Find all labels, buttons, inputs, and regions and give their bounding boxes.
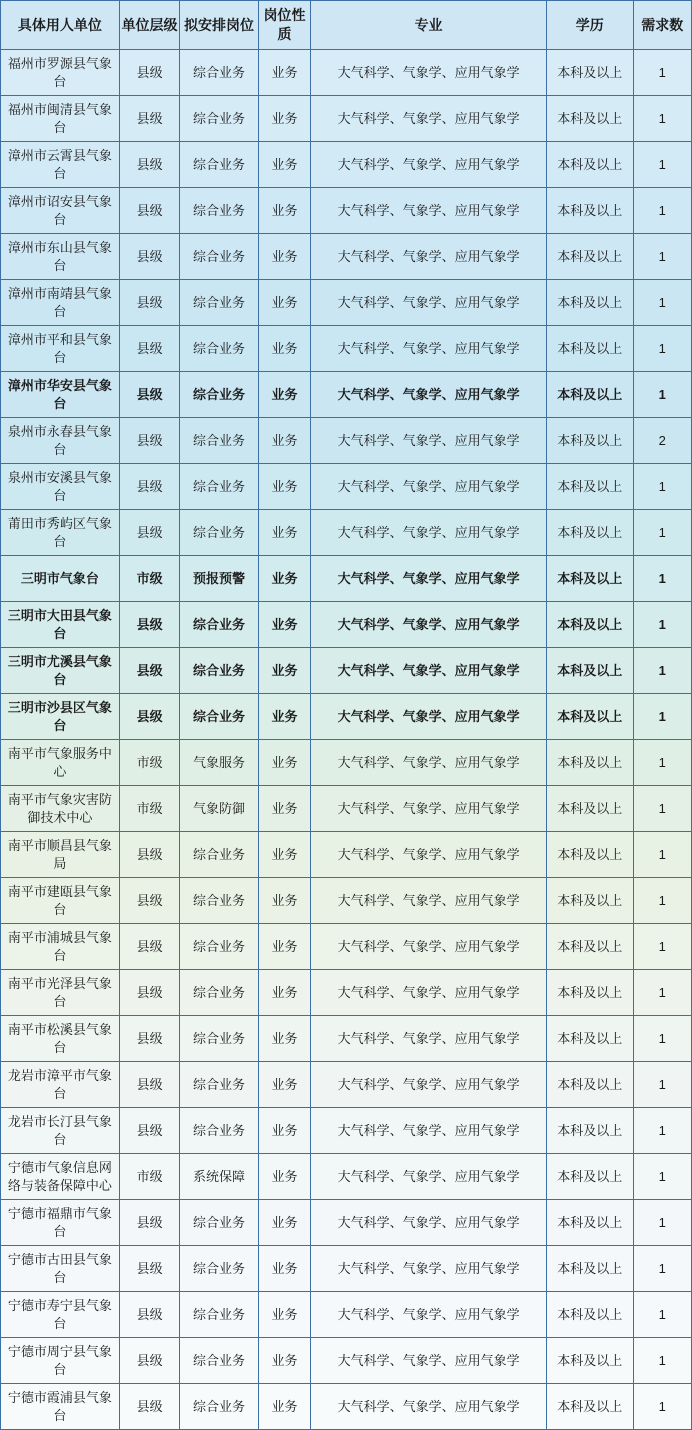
cell-level: 县级 xyxy=(119,510,179,556)
cell-demand: 1 xyxy=(633,372,691,418)
cell-nature: 业务 xyxy=(258,326,310,372)
cell-major: 大气科学、气象学、应用气象学 xyxy=(311,648,547,694)
cell-education: 本科及以上 xyxy=(546,970,633,1016)
cell-education: 本科及以上 xyxy=(546,924,633,970)
table-row xyxy=(1,740,692,786)
table-row xyxy=(1,326,692,372)
column-header-post: 拟安排岗位 xyxy=(180,1,259,50)
cell-major: 大气科学、气象学、应用气象学 xyxy=(311,1246,547,1292)
cell-unit: 龙岩市长汀县气象台 xyxy=(1,1108,120,1154)
cell-demand: 1 xyxy=(633,1200,691,1246)
cell-education: 本科及以上 xyxy=(546,50,633,96)
cell-education: 本科及以上 xyxy=(546,786,633,832)
cell-unit: 泉州市安溪县气象台 xyxy=(1,464,120,510)
cell-major: 大气科学、气象学、应用气象学 xyxy=(311,1292,547,1338)
table-row xyxy=(1,142,692,188)
table-row xyxy=(1,50,692,96)
cell-level: 县级 xyxy=(119,96,179,142)
cell-post: 预报预警 xyxy=(180,556,259,602)
table-row xyxy=(1,188,692,234)
column-header-education: 学历 xyxy=(546,1,633,50)
cell-nature: 业务 xyxy=(258,1292,310,1338)
cell-level: 县级 xyxy=(119,832,179,878)
cell-demand: 1 xyxy=(633,50,691,96)
cell-post: 综合业务 xyxy=(180,234,259,280)
cell-level: 县级 xyxy=(119,1200,179,1246)
cell-education: 本科及以上 xyxy=(546,280,633,326)
cell-post: 综合业务 xyxy=(180,1246,259,1292)
cell-major: 大气科学、气象学、应用气象学 xyxy=(311,372,547,418)
cell-major: 大气科学、气象学、应用气象学 xyxy=(311,832,547,878)
cell-education: 本科及以上 xyxy=(546,1384,633,1430)
cell-demand: 1 xyxy=(633,1292,691,1338)
cell-level: 县级 xyxy=(119,1108,179,1154)
cell-education: 本科及以上 xyxy=(546,96,633,142)
cell-level: 县级 xyxy=(119,1338,179,1384)
cell-education: 本科及以上 xyxy=(546,1292,633,1338)
cell-demand: 1 xyxy=(633,1062,691,1108)
cell-nature: 业务 xyxy=(258,1062,310,1108)
cell-post: 综合业务 xyxy=(180,326,259,372)
cell-major: 大气科学、气象学、应用气象学 xyxy=(311,234,547,280)
cell-unit: 三明市大田县气象台 xyxy=(1,602,120,648)
cell-education: 本科及以上 xyxy=(546,418,633,464)
cell-demand: 1 xyxy=(633,556,691,602)
cell-nature: 业务 xyxy=(258,1016,310,1062)
cell-level: 市级 xyxy=(119,740,179,786)
table-row xyxy=(1,1246,692,1292)
table-row xyxy=(1,1016,692,1062)
cell-demand: 1 xyxy=(633,786,691,832)
cell-nature: 业务 xyxy=(258,234,310,280)
cell-unit: 南平市浦城县气象台 xyxy=(1,924,120,970)
cell-nature: 业务 xyxy=(258,280,310,326)
cell-major: 大气科学、气象学、应用气象学 xyxy=(311,602,547,648)
cell-education: 本科及以上 xyxy=(546,1338,633,1384)
cell-demand: 1 xyxy=(633,924,691,970)
cell-nature: 业务 xyxy=(258,510,310,556)
cell-education: 本科及以上 xyxy=(546,832,633,878)
cell-unit: 南平市光泽县气象台 xyxy=(1,970,120,1016)
cell-demand: 1 xyxy=(633,602,691,648)
table-row xyxy=(1,1062,692,1108)
table-row xyxy=(1,234,692,280)
table-row xyxy=(1,648,692,694)
cell-unit: 漳州市华安县气象台 xyxy=(1,372,120,418)
cell-demand: 2 xyxy=(633,418,691,464)
table-row xyxy=(1,1108,692,1154)
cell-major: 大气科学、气象学、应用气象学 xyxy=(311,142,547,188)
cell-post: 综合业务 xyxy=(180,1016,259,1062)
cell-nature: 业务 xyxy=(258,50,310,96)
cell-nature: 业务 xyxy=(258,188,310,234)
cell-unit: 漳州市南靖县气象台 xyxy=(1,280,120,326)
cell-post: 综合业务 xyxy=(180,96,259,142)
cell-demand: 1 xyxy=(633,1338,691,1384)
cell-major: 大气科学、气象学、应用气象学 xyxy=(311,740,547,786)
table-row xyxy=(1,372,692,418)
table-row xyxy=(1,924,692,970)
cell-major: 大气科学、气象学、应用气象学 xyxy=(311,1108,547,1154)
cell-nature: 业务 xyxy=(258,832,310,878)
cell-post: 综合业务 xyxy=(180,1338,259,1384)
cell-post: 综合业务 xyxy=(180,1200,259,1246)
cell-post: 综合业务 xyxy=(180,648,259,694)
cell-unit: 宁德市寿宁县气象台 xyxy=(1,1292,120,1338)
cell-unit: 漳州市云霄县气象台 xyxy=(1,142,120,188)
cell-major: 大气科学、气象学、应用气象学 xyxy=(311,510,547,556)
cell-demand: 1 xyxy=(633,326,691,372)
cell-unit: 宁德市霞浦县气象台 xyxy=(1,1384,120,1430)
cell-level: 县级 xyxy=(119,280,179,326)
cell-level: 县级 xyxy=(119,188,179,234)
cell-level: 市级 xyxy=(119,786,179,832)
column-header-nature: 岗位性质 xyxy=(258,1,310,50)
cell-education: 本科及以上 xyxy=(546,1062,633,1108)
table-row xyxy=(1,418,692,464)
cell-education: 本科及以上 xyxy=(546,1200,633,1246)
cell-unit: 南平市气象灾害防御技术中心 xyxy=(1,786,120,832)
cell-demand: 1 xyxy=(633,740,691,786)
cell-demand: 1 xyxy=(633,1154,691,1200)
cell-nature: 业务 xyxy=(258,1338,310,1384)
cell-education: 本科及以上 xyxy=(546,694,633,740)
cell-unit: 三明市气象台 xyxy=(1,556,120,602)
cell-post: 综合业务 xyxy=(180,970,259,1016)
cell-post: 综合业务 xyxy=(180,1062,259,1108)
cell-nature: 业务 xyxy=(258,556,310,602)
table-row xyxy=(1,878,692,924)
cell-major: 大气科学、气象学、应用气象学 xyxy=(311,1016,547,1062)
cell-major: 大气科学、气象学、应用气象学 xyxy=(311,1384,547,1430)
cell-demand: 1 xyxy=(633,648,691,694)
cell-post: 系统保障 xyxy=(180,1154,259,1200)
cell-education: 本科及以上 xyxy=(546,510,633,556)
cell-post: 综合业务 xyxy=(180,418,259,464)
cell-demand: 1 xyxy=(633,188,691,234)
column-header-level: 单位层级 xyxy=(119,1,179,50)
cell-education: 本科及以上 xyxy=(546,648,633,694)
cell-demand: 1 xyxy=(633,1384,691,1430)
cell-post: 综合业务 xyxy=(180,50,259,96)
column-header-major: 专业 xyxy=(311,1,547,50)
cell-nature: 业务 xyxy=(258,740,310,786)
cell-level: 县级 xyxy=(119,418,179,464)
cell-level: 县级 xyxy=(119,878,179,924)
cell-education: 本科及以上 xyxy=(546,142,633,188)
cell-nature: 业务 xyxy=(258,602,310,648)
cell-education: 本科及以上 xyxy=(546,1016,633,1062)
cell-demand: 1 xyxy=(633,694,691,740)
cell-major: 大气科学、气象学、应用气象学 xyxy=(311,464,547,510)
table-row xyxy=(1,832,692,878)
cell-education: 本科及以上 xyxy=(546,556,633,602)
cell-demand: 1 xyxy=(633,96,691,142)
cell-major: 大气科学、气象学、应用气象学 xyxy=(311,694,547,740)
cell-nature: 业务 xyxy=(258,648,310,694)
cell-education: 本科及以上 xyxy=(546,1154,633,1200)
table-row xyxy=(1,510,692,556)
cell-nature: 业务 xyxy=(258,786,310,832)
cell-level: 市级 xyxy=(119,1154,179,1200)
cell-nature: 业务 xyxy=(258,1154,310,1200)
cell-level: 县级 xyxy=(119,1292,179,1338)
cell-nature: 业务 xyxy=(258,970,310,1016)
cell-major: 大气科学、气象学、应用气象学 xyxy=(311,188,547,234)
cell-major: 大气科学、气象学、应用气象学 xyxy=(311,970,547,1016)
table-row xyxy=(1,1292,692,1338)
cell-unit: 宁德市气象信息网络与装备保障中心 xyxy=(1,1154,120,1200)
cell-level: 县级 xyxy=(119,234,179,280)
table-row xyxy=(1,1384,692,1430)
table-row xyxy=(1,1154,692,1200)
cell-post: 综合业务 xyxy=(180,1108,259,1154)
cell-post: 综合业务 xyxy=(180,188,259,234)
cell-post: 综合业务 xyxy=(180,602,259,648)
cell-unit: 宁德市周宁县气象台 xyxy=(1,1338,120,1384)
cell-level: 县级 xyxy=(119,1384,179,1430)
cell-nature: 业务 xyxy=(258,372,310,418)
cell-unit: 福州市闽清县气象台 xyxy=(1,96,120,142)
cell-education: 本科及以上 xyxy=(546,234,633,280)
cell-level: 县级 xyxy=(119,326,179,372)
cell-level: 县级 xyxy=(119,602,179,648)
cell-demand: 1 xyxy=(633,1246,691,1292)
cell-education: 本科及以上 xyxy=(546,602,633,648)
cell-education: 本科及以上 xyxy=(546,372,633,418)
cell-post: 综合业务 xyxy=(180,924,259,970)
cell-unit: 莆田市秀屿区气象台 xyxy=(1,510,120,556)
table-row xyxy=(1,1200,692,1246)
cell-post: 综合业务 xyxy=(180,464,259,510)
cell-major: 大气科学、气象学、应用气象学 xyxy=(311,556,547,602)
cell-nature: 业务 xyxy=(258,464,310,510)
cell-unit: 泉州市永春县气象台 xyxy=(1,418,120,464)
table-row xyxy=(1,96,692,142)
cell-post: 综合业务 xyxy=(180,694,259,740)
table-row xyxy=(1,786,692,832)
cell-major: 大气科学、气象学、应用气象学 xyxy=(311,50,547,96)
table-header-row xyxy=(1,1,692,50)
cell-major: 大气科学、气象学、应用气象学 xyxy=(311,418,547,464)
cell-nature: 业务 xyxy=(258,1108,310,1154)
cell-post: 综合业务 xyxy=(180,1384,259,1430)
cell-nature: 业务 xyxy=(258,1246,310,1292)
cell-unit: 龙岩市漳平市气象台 xyxy=(1,1062,120,1108)
cell-unit: 宁德市古田县气象台 xyxy=(1,1246,120,1292)
cell-major: 大气科学、气象学、应用气象学 xyxy=(311,326,547,372)
cell-post: 综合业务 xyxy=(180,372,259,418)
cell-post: 综合业务 xyxy=(180,510,259,556)
table-header xyxy=(1,1,692,50)
table-row xyxy=(1,280,692,326)
cell-level: 县级 xyxy=(119,694,179,740)
cell-nature: 业务 xyxy=(258,142,310,188)
column-header-demand: 需求数 xyxy=(633,1,691,50)
table-row xyxy=(1,694,692,740)
cell-education: 本科及以上 xyxy=(546,1108,633,1154)
cell-unit: 漳州市平和县气象台 xyxy=(1,326,120,372)
cell-post: 综合业务 xyxy=(180,142,259,188)
cell-level: 县级 xyxy=(119,924,179,970)
cell-major: 大气科学、气象学、应用气象学 xyxy=(311,1200,547,1246)
cell-level: 县级 xyxy=(119,1062,179,1108)
cell-education: 本科及以上 xyxy=(546,878,633,924)
cell-level: 市级 xyxy=(119,556,179,602)
cell-unit: 三明市尤溪县气象台 xyxy=(1,648,120,694)
cell-demand: 1 xyxy=(633,878,691,924)
cell-major: 大气科学、气象学、应用气象学 xyxy=(311,96,547,142)
cell-level: 县级 xyxy=(119,648,179,694)
cell-education: 本科及以上 xyxy=(546,1246,633,1292)
cell-post: 综合业务 xyxy=(180,1292,259,1338)
cell-post: 综合业务 xyxy=(180,878,259,924)
cell-level: 县级 xyxy=(119,1016,179,1062)
cell-education: 本科及以上 xyxy=(546,326,633,372)
cell-nature: 业务 xyxy=(258,878,310,924)
cell-major: 大气科学、气象学、应用气象学 xyxy=(311,1154,547,1200)
cell-level: 县级 xyxy=(119,970,179,1016)
cell-demand: 1 xyxy=(633,142,691,188)
cell-demand: 1 xyxy=(633,832,691,878)
cell-unit: 福州市罗源县气象台 xyxy=(1,50,120,96)
table-row xyxy=(1,556,692,602)
cell-level: 县级 xyxy=(119,464,179,510)
cell-nature: 业务 xyxy=(258,96,310,142)
cell-level: 县级 xyxy=(119,50,179,96)
cell-unit: 宁德市福鼎市气象台 xyxy=(1,1200,120,1246)
cell-nature: 业务 xyxy=(258,694,310,740)
cell-demand: 1 xyxy=(633,280,691,326)
cell-unit: 南平市建瓯县气象台 xyxy=(1,878,120,924)
cell-post: 综合业务 xyxy=(180,832,259,878)
cell-unit: 漳州市诏安县气象台 xyxy=(1,188,120,234)
table-row xyxy=(1,464,692,510)
cell-unit: 南平市松溪县气象台 xyxy=(1,1016,120,1062)
cell-education: 本科及以上 xyxy=(546,464,633,510)
cell-unit: 南平市顺昌县气象局 xyxy=(1,832,120,878)
cell-nature: 业务 xyxy=(258,418,310,464)
cell-unit: 南平市气象服务中心 xyxy=(1,740,120,786)
cell-demand: 1 xyxy=(633,464,691,510)
cell-post: 气象防御 xyxy=(180,786,259,832)
table-row xyxy=(1,602,692,648)
cell-major: 大气科学、气象学、应用气象学 xyxy=(311,280,547,326)
cell-major: 大气科学、气象学、应用气象学 xyxy=(311,1062,547,1108)
cell-demand: 1 xyxy=(633,1108,691,1154)
cell-nature: 业务 xyxy=(258,924,310,970)
cell-level: 县级 xyxy=(119,372,179,418)
cell-post: 综合业务 xyxy=(180,280,259,326)
cell-education: 本科及以上 xyxy=(546,188,633,234)
cell-nature: 业务 xyxy=(258,1200,310,1246)
cell-major: 大气科学、气象学、应用气象学 xyxy=(311,878,547,924)
cell-demand: 1 xyxy=(633,510,691,556)
cell-unit: 三明市沙县区气象台 xyxy=(1,694,120,740)
table-row xyxy=(1,970,692,1016)
cell-demand: 1 xyxy=(633,1016,691,1062)
column-header-unit: 具体用人单位 xyxy=(1,1,120,50)
cell-major: 大气科学、气象学、应用气象学 xyxy=(311,924,547,970)
cell-nature: 业务 xyxy=(258,1384,310,1430)
cell-demand: 1 xyxy=(633,970,691,1016)
cell-major: 大气科学、气象学、应用气象学 xyxy=(311,786,547,832)
cell-level: 县级 xyxy=(119,142,179,188)
cell-major: 大气科学、气象学、应用气象学 xyxy=(311,1338,547,1384)
table-body xyxy=(1,50,692,1430)
cell-demand: 1 xyxy=(633,234,691,280)
cell-education: 本科及以上 xyxy=(546,740,633,786)
table-row xyxy=(1,1338,692,1384)
cell-unit: 漳州市东山县气象台 xyxy=(1,234,120,280)
cell-level: 县级 xyxy=(119,1246,179,1292)
cell-post: 气象服务 xyxy=(180,740,259,786)
